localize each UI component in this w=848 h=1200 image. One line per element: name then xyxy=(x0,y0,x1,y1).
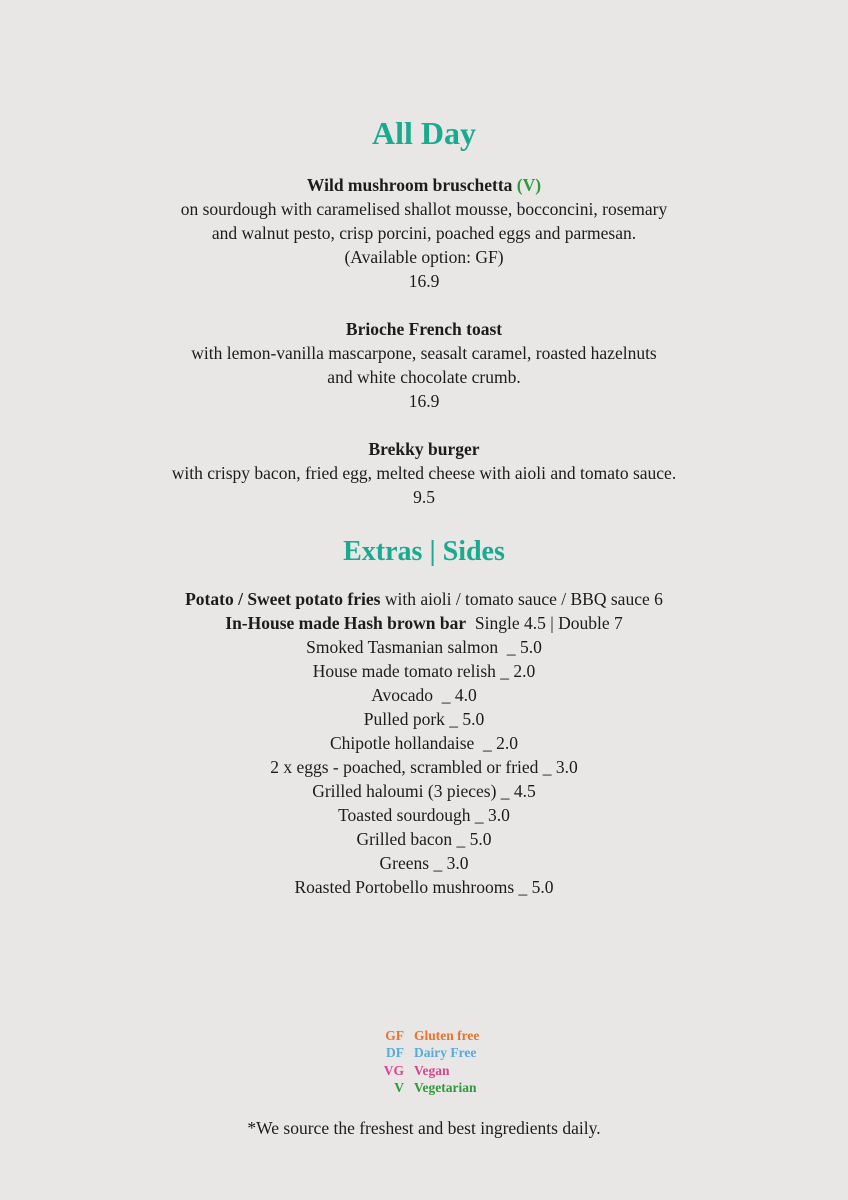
legend-code: VG xyxy=(383,1062,404,1078)
item-title xyxy=(0,173,848,197)
extras-hashbrown-name: In-House made Hash brown bar xyxy=(225,613,467,633)
item-price: 16.9 xyxy=(408,271,440,291)
section-title-all-day: All Day xyxy=(372,115,476,151)
item-price: 9.5 xyxy=(413,487,435,507)
legend-row-gf xyxy=(0,1027,848,1044)
item-desc-line: and white chocolate crumb. xyxy=(327,367,521,387)
item-price: 16.9 xyxy=(408,391,440,411)
item-desc-line: (Available option: GF) xyxy=(344,247,504,267)
vegetarian-tag: (V) xyxy=(516,175,542,195)
item-name: Brekky burger xyxy=(368,439,480,459)
extras-line: Chipotle hollandaise _ 2.0 xyxy=(329,733,519,753)
legend-code: V xyxy=(394,1079,404,1095)
item-name: Wild mushroom bruschetta xyxy=(306,175,513,195)
extras-fries-detail: with aioli / tomato sauce / BBQ sauce 6 xyxy=(380,589,663,609)
legend-row-df xyxy=(0,1044,848,1061)
extras-hashbrown-detail: Single 4.5 | Double 7 xyxy=(466,613,623,633)
extras-line: House made tomato relish _ 2.0 xyxy=(312,661,536,681)
item-desc-line: with lemon-vanilla mascarpone, seasalt caramel, roasted hazelnuts xyxy=(191,343,657,363)
menu-item-french-toast xyxy=(0,317,848,413)
extras-line: Grilled haloumi (3 pieces) _ 4.5 xyxy=(312,781,536,801)
extras-line: Avocado _ 4.0 xyxy=(371,685,477,705)
item-desc-line: on sourdough with caramelised shallot mousse, bocconcini, rosemary xyxy=(180,199,668,219)
legend-code: DF xyxy=(386,1045,404,1061)
legend-code: GF xyxy=(385,1028,404,1043)
extras-fries xyxy=(0,587,848,611)
legend-row-v xyxy=(0,1079,848,1096)
legend-label: Gluten free xyxy=(414,1028,480,1043)
legend-label: Dairy Free xyxy=(414,1045,477,1061)
extras-line: Roasted Portobello mushrooms _ 5.0 xyxy=(294,877,554,897)
item-name: Brioche French toast xyxy=(345,319,503,339)
legend-row-vg xyxy=(0,1062,848,1079)
extras-line: Smoked Tasmanian salmon _ 5.0 xyxy=(306,637,542,657)
extras-line: Greens _ 3.0 xyxy=(379,853,469,873)
extras-line: Pulled pork _ 5.0 xyxy=(363,709,485,729)
section-title-extras: Extras | Sides xyxy=(343,536,505,567)
item-desc-line: and walnut pesto, crisp porcini, poached eggs and parmesan. xyxy=(211,223,637,243)
menu-item-bruschetta xyxy=(0,173,848,293)
extras-fries-name: Potato / Sweet potato fries xyxy=(185,589,381,609)
dietary-legend xyxy=(0,1027,848,1096)
footnote: *We source the freshest and best ingredients daily. xyxy=(247,1118,601,1138)
extras-line: 2 x eggs - poached, scrambled or fried _ 3.0 xyxy=(270,757,578,777)
extras-line: Toasted sourdough _ 3.0 xyxy=(338,805,510,825)
extras-hashbrown xyxy=(0,611,848,635)
item-desc-line: with crispy bacon, fried egg, melted cheese with aioli and tomato sauce. xyxy=(171,463,677,483)
extras-line: Grilled bacon _ 5.0 xyxy=(356,829,492,849)
legend-label: Vegan xyxy=(414,1062,450,1078)
legend-label: Vegetarian xyxy=(414,1079,477,1095)
menu-item-brekky-burger xyxy=(0,437,848,509)
extras-list xyxy=(0,587,848,899)
